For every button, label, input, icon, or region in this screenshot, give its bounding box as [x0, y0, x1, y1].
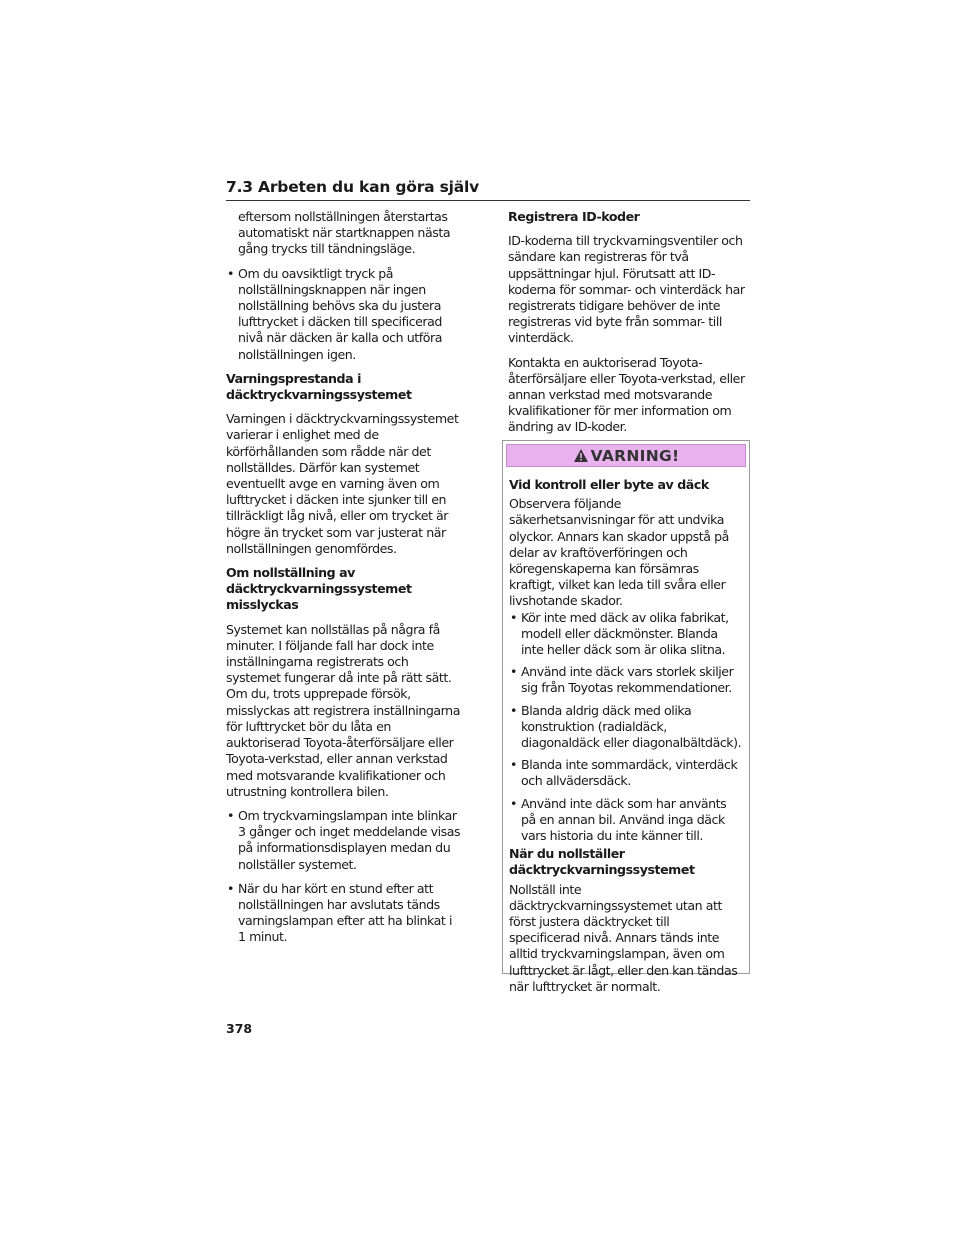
- list-item: • Kör inte med däck av olika fabrikat, modell eller däckmönster. Blanda inte heller däck som är olika slitna.: [510, 609, 729, 658]
- bullet-icon: •: [227, 265, 234, 281]
- warning-paragraph: Observera följande säkerhetsanvisningar för att undvika olyckor. Annars kan skador uppstå på delar av kraftöverföringen och köregenskaperna kan försämras kraftigt, vilket kan leda till svåra eller livshotande skador.: [509, 496, 729, 609]
- warning-box: [502, 440, 750, 994]
- warning-heading-tire-check: Vid kontroll eller byte av däck: [509, 477, 709, 492]
- right-column: [508, 209, 750, 444]
- warning-triangle-icon: [573, 448, 589, 463]
- list-item: • Blanda inte sommardäck, vinterdäck och allvädersdäck.: [510, 757, 738, 789]
- paragraph: ID-koderna till tryckvarningsventiler och sändare kan registreras för två uppsättningar hjul. Förutsatt att ID-koderna för sommar- och vinterdäck har registrerats tidigare behöver de inte registreras vid byte från sommar- till vinterdäck.: [508, 233, 745, 346]
- list-item: • Om tryckvarningslampan inte blinkar 3 gånger och inget meddelande visas på informationsdisplayen medan du nollställer systemet.: [227, 807, 461, 872]
- bullet-icon: •: [510, 609, 517, 625]
- warning-title: VARNING!: [590, 446, 680, 465]
- warning-body: [503, 470, 749, 995]
- paragraph: Kontakta en auktoriserad Toyota-återförsäljare eller Toyota-verkstad, eller annan verkstad med motsvarande kvalifikationer för mer information om ändring av ID-koder.: [508, 354, 745, 435]
- list-item: • När du har kört en stund efter att nollställningen har avslutats tänds varningslampan efter att ha blinkat i 1 minut.: [227, 880, 453, 945]
- bullet-icon: •: [510, 795, 517, 811]
- bullet-icon: •: [510, 757, 517, 773]
- paragraph: Systemet kan nollställas på några få minuter. I följande fall har dock inte inställningarna registrerats och systemet fungerar då inte på rätt sätt. Om du, trots upprepade försök, misslyckas att registrera inställningarna för lufttrycket bör du låta en auktoriserad Toyota-återförsäljare eller Toyota-verkstad, eller annan verkstad med motsvarande kvalifikationer och utrustning kontrollera bilen.: [226, 621, 460, 799]
- heading-register-id-codes: Registrera ID-koder: [508, 209, 640, 224]
- section-header: 7.3 Arbeten du kan göra själv: [226, 178, 750, 201]
- warning-paragraph: Nollställ inte däcktryckvarningssystemet utan att först justera däcktrycket till specificerad nivå. Annars tänds inte alltid tryckvarningslampan, även om lufttrycket är lågt, eller den kan tändas när lufttrycket är normalt.: [509, 881, 738, 994]
- bullet-icon: •: [227, 807, 234, 823]
- page-number: 378: [226, 1021, 253, 1036]
- list-item: • Använd inte däck vars storlek skiljer sig från Toyotas rekommendationer.: [510, 664, 734, 696]
- bullet-icon: •: [510, 664, 517, 680]
- list-item: • Använd inte däck som har använts på en annan bil. Använd inga däck vars historia du inte känner till.: [510, 795, 727, 844]
- heading-reset-fails: Om nollställning av däcktryckvarningssystemet misslyckas: [226, 565, 412, 613]
- heading-warning-performance: Varningsprestanda i däcktryckvarningssystemet: [226, 370, 412, 403]
- bullet-icon: •: [510, 702, 517, 718]
- left-column: [226, 209, 463, 954]
- continued-paragraph: eftersom nollställningen återstartas automatiskt när startknappen nästa gång trycks till tändningsläge.: [238, 209, 451, 257]
- bullet-icon: •: [227, 880, 234, 896]
- warning-header: [506, 444, 746, 467]
- warning-heading-reset: När du nollställer däcktryckvarningssystemet: [509, 846, 695, 878]
- list-item: • Blanda aldrig däck med olika konstruktion (radialdäck, diagonaldäck eller diagonalbältdäck).: [510, 702, 742, 751]
- list-item: • Om du oavsiktligt tryck på nollställningsknappen när ingen nollställning behövs ska du justera lufttrycket i däcken till specificerad nivå när däcken är kalla och utföra nollställningen igen.: [227, 265, 442, 362]
- paragraph: Varningen i däcktryckvarningssystemet varierar i enlighet med de körförhållanden som rådde när det nollställdes. Därför kan systemet eventuellt avge en varning även om lufttrycket i däcken inte sjunker till en tillräckligt låg nivå, eller om trycket är högre än trycket som var justerat när nollställningen genomfördes.: [226, 411, 459, 556]
